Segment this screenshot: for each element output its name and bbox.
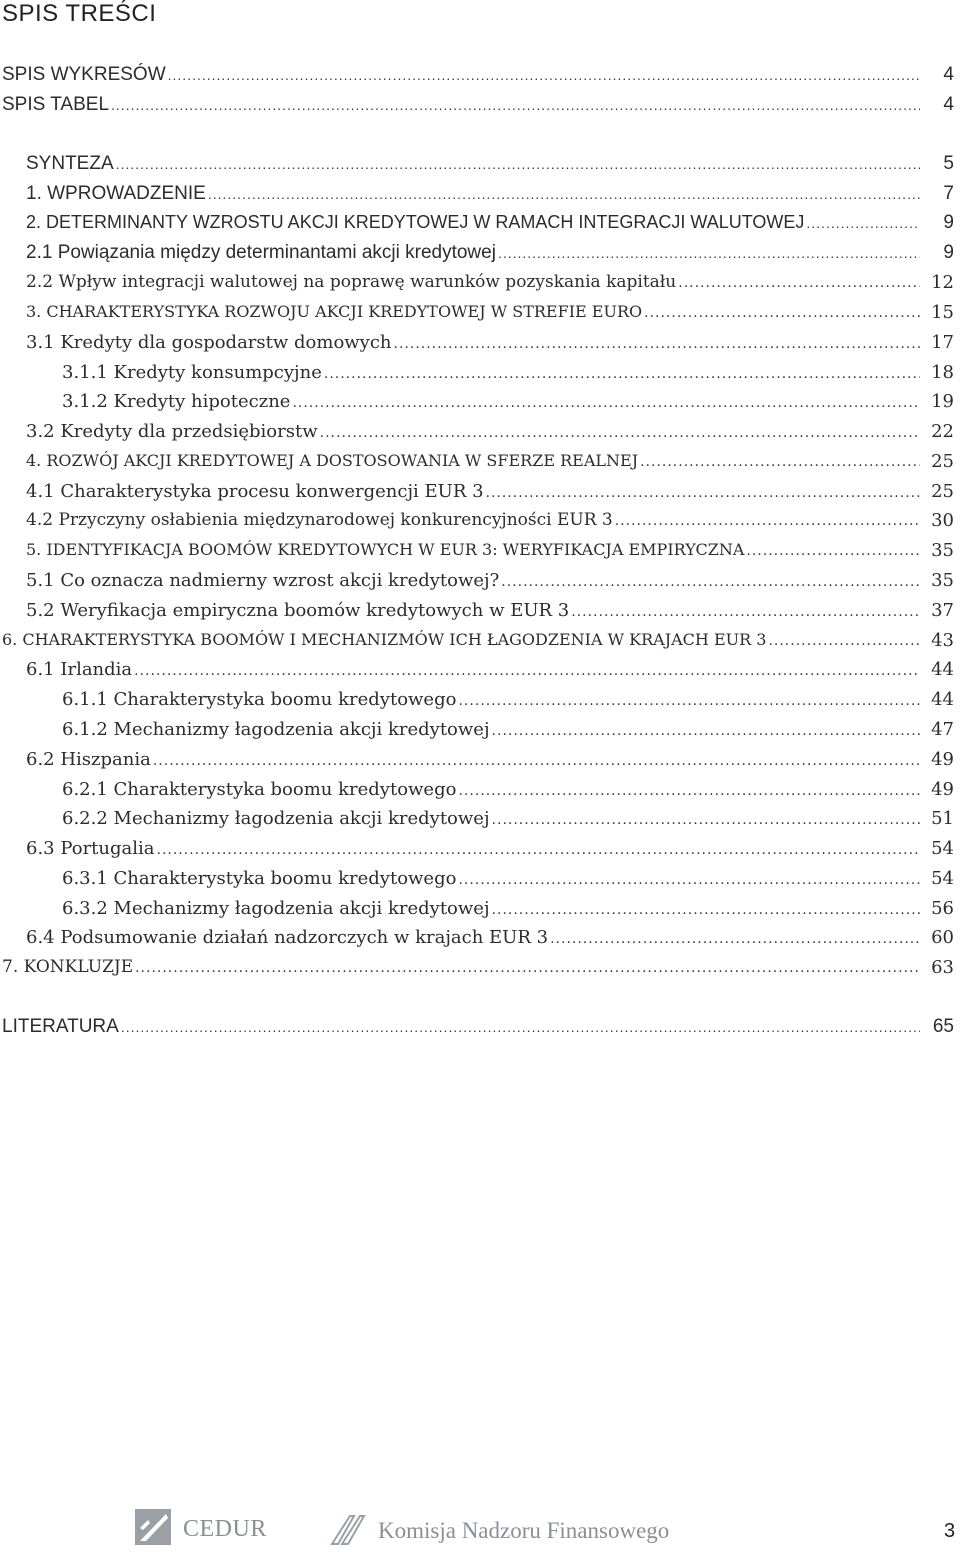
toc-entry[interactable]	[0, 957, 960, 983]
toc-entry-page: 49	[931, 779, 954, 800]
toc-entry[interactable]	[0, 242, 960, 268]
toc-entry[interactable]	[0, 719, 960, 745]
toc-entry-title: 4.2 Przyczyny osłabienia międzynarodowej konkurencyjności EUR 3	[26, 510, 613, 530]
toc-entry[interactable]	[0, 540, 960, 566]
toc-entry-title: 5. IDENTYFIKACJA BOOMÓW KREDYTOWYCH W EUR 3: WERYFIKACJA EMPIRYCZNA	[26, 540, 745, 559]
toc-entry[interactable]	[0, 451, 960, 477]
toc-entry[interactable]	[0, 570, 960, 596]
toc-entry-title: 6.2.1 Charakterystyka boomu kredytowego	[62, 779, 457, 800]
toc-entry[interactable]	[0, 153, 960, 179]
toc-entry[interactable]	[0, 600, 960, 626]
toc-entry[interactable]	[0, 362, 960, 388]
toc-entry-title: 6.4 Podsumowanie działań nadzorczych w krajach EUR 3	[26, 927, 549, 948]
toc-entry-page: 44	[931, 689, 954, 710]
page-title: SPIS TREŚCI	[2, 0, 157, 27]
toc-entry-title: 3.1.2 Kredyty hipoteczne	[62, 391, 291, 412]
toc-entry[interactable]	[0, 659, 960, 685]
toc-entry-title: 3.1 Kredyty dla gospodarstw domowych	[26, 332, 392, 353]
toc-entry-page: 30	[931, 510, 954, 531]
toc-entry-title: 6.1 Irlandia	[26, 659, 133, 680]
toc-entry[interactable]	[0, 927, 960, 953]
toc-entry-page: 5	[943, 153, 954, 174]
toc-entry[interactable]	[0, 64, 960, 90]
toc-entry[interactable]	[0, 808, 960, 834]
toc-entry-page: 54	[931, 868, 954, 889]
toc-entry-title: 5.2 Weryfikacja empiryczna boomów kredytowych w EUR 3	[26, 600, 570, 621]
toc-entry-title: 2.2 Wpływ integracji walutowej na poprawę warunków pozyskania kapitału	[26, 272, 677, 292]
toc-entry-title: 4. ROZWÓJ AKCJI KREDYTOWEJ A DOSTOSOWANIA W SFERZE REALNEJ	[26, 451, 639, 470]
knf-logo-icon	[328, 1508, 368, 1548]
toc-entry[interactable]	[0, 391, 960, 417]
toc-entry-page: 25	[931, 481, 954, 502]
toc-entry[interactable]	[0, 332, 960, 358]
toc-entry-title: 7. KONKLUZJE	[2, 957, 134, 977]
toc-entry-page: 25	[931, 451, 954, 472]
toc-entry-title: SYNTEZA	[26, 153, 114, 174]
toc-entry-title: SPIS WYKRESÓW	[2, 64, 166, 85]
toc-entry[interactable]	[0, 1016, 960, 1042]
page-footer	[0, 1508, 960, 1552]
toc-entry-title: 6.1.1 Charakterystyka boomu kredytowego	[62, 689, 457, 710]
toc-entry[interactable]	[0, 749, 960, 775]
toc-entry-page: 15	[931, 302, 954, 323]
toc-entry-page: 22	[931, 421, 954, 442]
toc-entry-title: 6.3.1 Charakterystyka boomu kredytowego	[62, 868, 457, 889]
toc-entry-title: 1. WPROWADZENIE	[26, 183, 206, 204]
toc-entry-title: 5.1 Co oznacza nadmierny wzrost akcji kredytowej?	[26, 570, 500, 591]
toc-entry-title: 3.1.1 Kredyty konsumpcyjne	[62, 362, 322, 383]
toc-entry-title: 6.2 Hiszpania	[26, 749, 151, 770]
toc-entry[interactable]	[0, 838, 960, 864]
toc-entry-page: 49	[931, 749, 954, 770]
toc-entry[interactable]	[0, 779, 960, 805]
toc-entry-page: 4	[943, 64, 954, 85]
toc-entry-page: 35	[931, 570, 954, 591]
toc-entry[interactable]	[0, 94, 960, 120]
toc-entry-page: 18	[931, 362, 954, 383]
toc-entry-page: 60	[931, 927, 954, 948]
toc-entry-title: 2.1 Powiązania między determinantami akcji kredytowej	[26, 242, 496, 263]
toc-entry[interactable]	[0, 689, 960, 715]
toc-entry-page: 51	[931, 808, 954, 829]
toc-entry[interactable]	[0, 302, 960, 328]
knf-logo-text: Komisja Nadzoru Finansowego	[378, 1518, 670, 1543]
toc-entry-title: 3.2 Kredyty dla przedsiębiorstw	[26, 421, 318, 442]
toc-entry-page: 47	[931, 719, 954, 740]
toc-entry-page: 44	[931, 659, 954, 680]
toc-entry-title: 6.3 Portugalia	[26, 838, 155, 859]
toc-entry[interactable]	[0, 272, 960, 298]
cedur-logo-text: CEDUR	[183, 1516, 267, 1542]
toc-entry-page: 63	[931, 957, 954, 978]
toc-entry[interactable]	[0, 183, 960, 209]
toc-entry-page: 7	[943, 183, 954, 204]
toc-entry[interactable]	[0, 421, 960, 447]
toc-entry-page: 9	[943, 242, 954, 263]
toc-entry-page: 43	[931, 630, 954, 651]
toc-entry-title: 3. CHARAKTERYSTYKA ROZWOJU AKCJI KREDYTOWEJ W STREFIE EURO	[26, 302, 643, 321]
toc-entry[interactable]	[0, 630, 960, 656]
toc-entry-page: 54	[931, 838, 954, 859]
cedur-logo-icon	[134, 1508, 174, 1548]
toc-entry[interactable]	[0, 898, 960, 924]
toc-entry-title: 6.2.2 Mechanizmy łagodzenia akcji kredytowej	[62, 808, 490, 829]
toc-entry-title: LITERATURA	[2, 1016, 119, 1037]
toc-entry-title: 2. DETERMINANTY WZROSTU AKCJI KREDYTOWEJ W RAMACH INTEGRACJI WALUTOWEJ	[26, 212, 805, 232]
toc-entry-page: 56	[931, 898, 954, 919]
toc-entry-page: 9	[943, 212, 954, 233]
toc-entry-title: 6. CHARAKTERYSTYKA BOOMÓW I MECHANIZMÓW ICH ŁAGODZENIA W KRAJACH EUR 3	[2, 630, 767, 649]
toc-entry-title: 6.1.2 Mechanizmy łagodzenia akcji kredytowej	[62, 719, 490, 740]
toc-entry-title: 4.1 Charakterystyka procesu konwergencji EUR 3	[26, 481, 484, 502]
page-number: 3	[944, 1520, 956, 1542]
toc-entry-page: 4	[943, 94, 954, 115]
toc-entry[interactable]	[0, 510, 960, 536]
toc-entry-page: 35	[931, 540, 954, 561]
toc-entry-page: 65	[932, 1016, 954, 1037]
toc-entry[interactable]	[0, 868, 960, 894]
toc-entry-page: 19	[931, 391, 954, 412]
toc-entry-page: 17	[931, 332, 954, 353]
toc-entry-title: SPIS TABEL	[2, 94, 110, 115]
toc-entry[interactable]	[0, 212, 960, 238]
toc-entry-title: 6.3.2 Mechanizmy łagodzenia akcji kredytowej	[62, 898, 490, 919]
toc-entry-page: 37	[931, 600, 954, 621]
toc-entry-page: 12	[931, 272, 954, 293]
toc-entry[interactable]	[0, 481, 960, 507]
